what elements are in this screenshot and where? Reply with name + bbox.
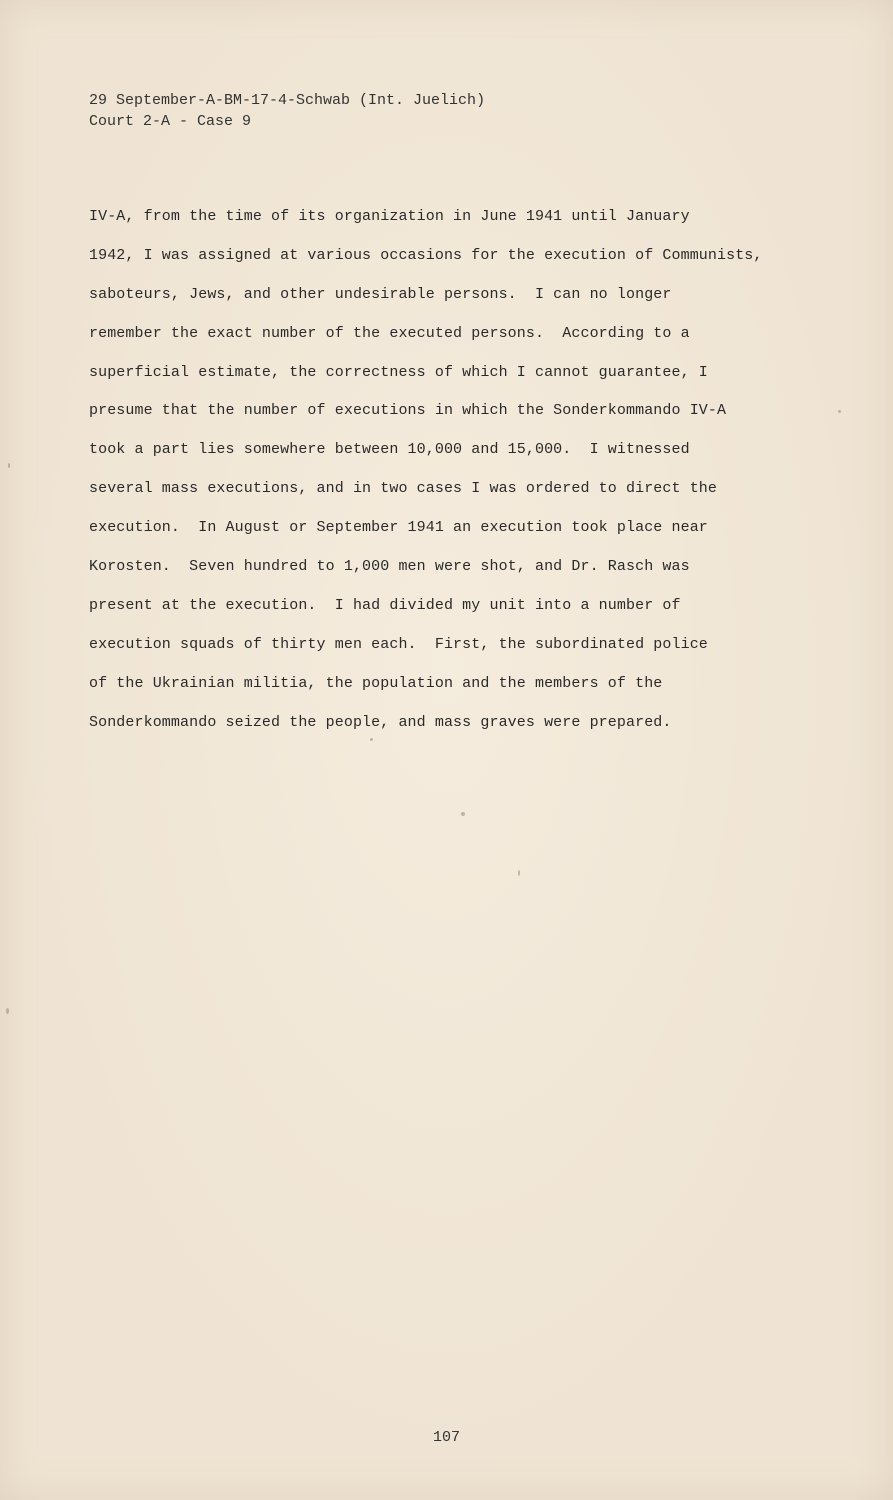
body-line: IV-A, from the time of its organization in June 1941 until January [89,208,690,225]
body-line: saboteurs, Jews, and other undesirable persons. I can no longer [89,285,672,303]
body-line: execution squads of thirty men each. First, the subordinated police [89,635,708,653]
body-line: of the Ukrainian militia, the population and the members of the [89,674,663,692]
body-line: took a part lies somewhere between 10,000 and 15,000. I witnessed [89,441,690,459]
paper-speck [838,410,841,413]
body-line: Korosten. Seven hundred to 1,000 men were shot, and Dr. Rasch was [89,558,690,576]
header-reference-line: 29 September-A-BM-17-4-Schwab (Int. Juelich) [89,92,486,109]
page-number: 107 [432,1429,460,1446]
body-line: superficial estimate, the correctness of which I cannot guarantee, I [89,363,708,381]
body-line: 1942, I was assigned at various occasions for the execution of Communists, [89,246,763,264]
paper-speck [518,870,520,876]
body-line: presume that the number of executions in which the Sonderkommando IV-A [89,402,727,420]
body-line: execution. In August or September 1941 an execution took place near [89,519,708,537]
paper-speck [6,1008,9,1014]
paper-speck [8,463,10,468]
body-line: several mass executions, and in two cases I was ordered to direct the [89,480,718,498]
paper-speck [370,738,373,741]
body-line: present at the execution. I had divided my unit into a number of [89,596,681,614]
header-court-line: Court 2-A - Case 9 [89,113,252,130]
body-line: remember the exact number of the executed persons. According to a [89,324,690,342]
document-body [89,205,809,749]
paper-speck [461,812,465,816]
document-header [89,90,729,132]
body-line: Sonderkommando seized the people, and mass graves were prepared. [89,713,672,731]
